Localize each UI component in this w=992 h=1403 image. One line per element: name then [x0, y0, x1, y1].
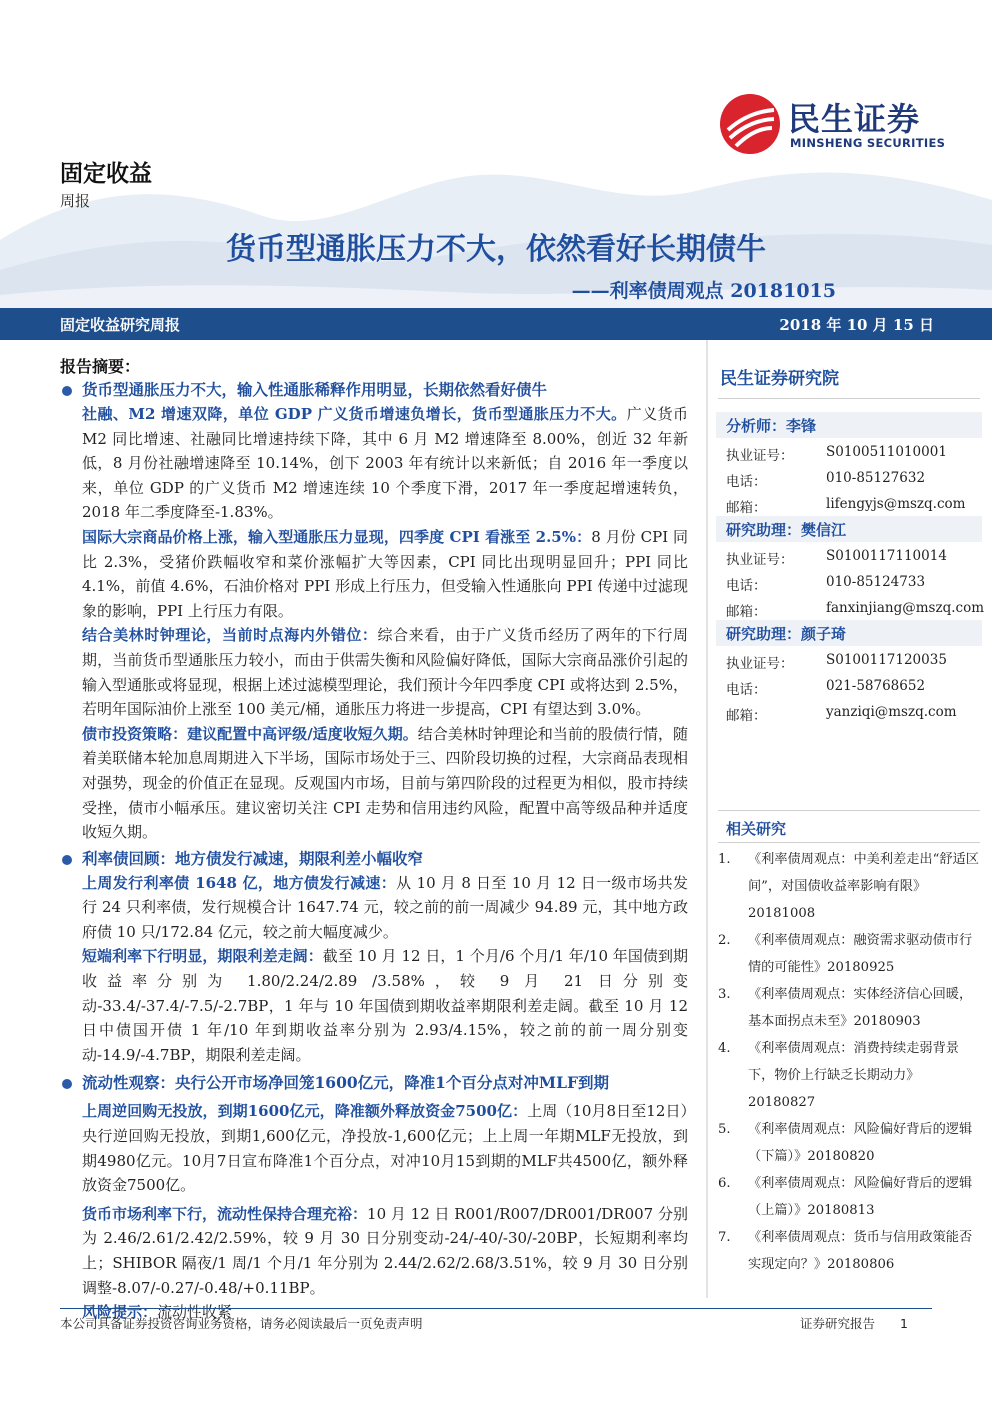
summary-section	[60, 847, 688, 1068]
item-number: 2.	[718, 933, 731, 948]
company-logo	[718, 92, 958, 158]
analyst-role: 分析师：李锋	[726, 417, 817, 435]
item-title: 《利率债周观点：中美利差走出“舒适区间”，对国债收益率影响有限》20181008	[748, 852, 979, 921]
license-label: 执业证号：	[726, 448, 794, 464]
related-research-title: 相关研究	[726, 820, 787, 838]
related-item[interactable]	[718, 927, 980, 981]
paragraph-text: 上周（10月8日至12日）央行逆回购无投放，到期1,600亿元，净投放-1,600亿元；上上周一年期MLF无投放，到期4980亿元。10月7日宣布降准1个百分点，对冲10月15到期的MLF共4500亿，额外释放资金7500亿。	[82, 1102, 689, 1195]
paragraph	[60, 944, 688, 1067]
logo-text-cn: 民生证券	[788, 100, 921, 138]
item-number: 5.	[718, 1122, 731, 1137]
summary-section	[60, 1071, 688, 1324]
item-number: 3.	[718, 987, 731, 1002]
related-research-list	[718, 846, 980, 1278]
paragraph-heading: 社融、M2 增速双降，单位 GDP 广义货币增速负增长，货币型通胀压力不大。	[82, 405, 627, 423]
bullet-dot-icon	[62, 855, 72, 865]
divider	[718, 810, 980, 811]
band-label: 固定收益研究周报	[60, 316, 181, 334]
analyst-role: 研究助理：樊信江	[726, 521, 847, 539]
phone-value: 010-85124733	[826, 574, 926, 590]
divider	[718, 398, 980, 399]
phone-label: 电话：	[726, 682, 767, 698]
bullet-text: 利率债回顾：地方债发行减速，期限利差小幅收窄	[82, 848, 424, 868]
institute-name: 民生证券研究院	[720, 369, 839, 389]
paragraph-heading: 货币市场利率下行，流动性保持合理充裕：	[82, 1204, 368, 1223]
email-label: 邮箱：	[726, 708, 767, 724]
risk-text: 流动性收紧	[157, 1303, 233, 1322]
paragraph	[60, 871, 688, 945]
item-title: 《利率债周观点：货币与信用政策能否实现定向？》20180806	[748, 1230, 973, 1272]
report-title: 货币型通胀压力不大，依然看好长期债牛	[226, 232, 766, 267]
bullet-heading	[60, 847, 688, 871]
paragraph-heading: 上周发行利率债 1648 亿，地方债发行减速：	[82, 873, 397, 892]
logo-text-en: MINSHENG SECURITIES	[790, 136, 946, 150]
paragraph-text: 8 月份 CPI 同比 2.3%，受猪价跌幅收窄和菜价涨幅扩大等因素，CPI 同比出现明显回升；PPI 同比 4.1%，前值 4.6%，石油价格对 PPI 形成上行压力，但受输入性通胀向 PPI 传递中过滤现象的影响，PPI 上行压力有限。	[82, 527, 688, 620]
license-value: S0100511010001	[826, 444, 947, 460]
email-link[interactable]: yanziqi@mszq.com	[826, 704, 957, 720]
report-subtitle: ——利率债周观点 20181015	[571, 280, 836, 302]
paragraph-heading: 短端利率下行明显，期限利差走阔：	[82, 947, 323, 966]
phone-label: 电话：	[726, 578, 767, 594]
related-item[interactable]	[718, 1116, 980, 1170]
paragraph-heading: 债市投资策略：建议配置中高评级/适度收短久期。	[82, 724, 418, 743]
footer-page-label: 证券研究报告 1	[800, 1316, 908, 1331]
item-title: 《利率债周观点：消费持续走弱背景下，物价上行缺乏长期动力》20180827	[748, 1041, 959, 1110]
related-item[interactable]	[718, 1035, 980, 1116]
summary-column	[60, 356, 688, 1324]
bullet-dot-icon	[62, 1079, 72, 1089]
paragraph-text: 结合美林时钟理论和当前的股债行情，随着美联储本轮加息周期进入下半场，国际市场处于三、四阶段切换的过程，大宗商品表现相对强势，现金的价值正在显现。反观国内市场，目前与第四阶段的过程更为相似，股市持续受挫，债市小幅承压。建议密切关注 CPI 走势和信用违约风险，配置中高等级品种并适度收短久期。	[82, 724, 688, 842]
license-label: 执业证号：	[726, 656, 794, 672]
footer-disclaimer: 本公司具备证券投资咨询业务资格，请务必阅读最后一页免责声明	[60, 1316, 423, 1331]
paragraph	[60, 623, 688, 721]
license-label: 执业证号：	[726, 552, 794, 568]
bullet-heading	[60, 378, 688, 402]
divider	[718, 842, 980, 843]
report-date: 2018 年 10 月 15 日	[779, 316, 934, 334]
paragraph-heading: 上周逆回购无投放，到期1600亿元，降准额外释放资金7500亿：	[82, 1102, 528, 1121]
analyst-role: 研究助理：颜子琦	[726, 625, 847, 643]
email-label: 邮箱：	[726, 604, 767, 620]
risk-label: 风险提示：	[82, 1303, 158, 1322]
footer-divider	[60, 1308, 932, 1309]
title-band	[0, 308, 992, 340]
related-item[interactable]	[718, 846, 980, 927]
paragraph-text: 综合来看，由于广义货币经历了两年的下行周期，当前货币型通胀压力较小，而由于供需失衡和风险偏好降低，国际大宗商品涨价引起的输入型通胀或将显现，根据上述过滤模型理论，我们预计今年四季度 CPI 或将达到 2.5%，若明年国际油价上涨至 100 美元/桶，通胀压力将进一步提高，CPI 有望达到 3.0%。	[82, 626, 688, 719]
report-category: 固定收益	[60, 161, 152, 187]
related-item[interactable]	[718, 1170, 980, 1224]
logo-mark-icon	[718, 92, 782, 156]
item-number: 7.	[718, 1230, 731, 1245]
email-label: 邮箱：	[726, 500, 767, 516]
related-item[interactable]	[718, 981, 980, 1035]
email-link[interactable]: lifengyjs@mszq.com	[826, 496, 966, 512]
summary-title: 报告摘要：	[60, 357, 141, 376]
item-number: 4.	[718, 1041, 731, 1056]
bullet-heading	[60, 1071, 688, 1095]
phone-value: 010-85127632	[826, 470, 926, 486]
paragraph	[60, 525, 688, 623]
item-title: 《利率债周观点：风险偏好背后的逻辑（上篇）》20180813	[748, 1176, 973, 1218]
summary-section	[60, 378, 688, 845]
paragraph-text: 截至 10 月 12 日，1 个月/6 个月/1 年/10 年国债到期收益率分别为 1.80/2.24/2.89 /3.58%，较 9 月 21 日分别变动-33.4/-37.4/-7.5/-2.7BP，1 年与 10 年国债到期收益率期限利差走阔。截至 10 月 12 日中债国开债 1 年/10 年到期收益率分别为 2.93/4.15%，较之前的前一周分别变动-14.9/-4.7BP，期限利差走阔。	[82, 947, 688, 1064]
paragraph	[60, 1099, 688, 1197]
phone-value: 021-58768652	[826, 678, 926, 694]
item-title: 《利率债周观点：实体经济信心回暖，基本面拐点未至》20180903	[748, 987, 973, 1029]
item-title: 《利率债周观点：风险偏好背后的逻辑（下篇）》20180820	[748, 1122, 973, 1164]
bullet-text: 货币型通胀压力不大，输入性通胀稀释作用明显，长期依然看好债牛	[82, 380, 548, 399]
paragraph-text: 10 月 12 日 R001/R007/DR001/DR007 分别为 2.46/2.61/2.42/2.59%，较 9 月 30 日分别变动-24/-40/-30/-20BP，长短期利率均上；SHIBOR 隔夜/1 周/1 个月/1 年分别为 2.44/2.62/2.68/3.51%，较 9 月 30 日分别调整-8.07/-0.27/-0.48/+0.11BP。	[82, 1204, 688, 1297]
paragraph-heading: 国际大宗商品价格上涨，输入型通胀压力显现，四季度 CPI 看涨至 2.5%：	[82, 527, 592, 546]
paragraph	[60, 722, 688, 845]
item-title: 《利率债周观点：融资需求驱动债市行情的可能性》20180925	[748, 933, 973, 975]
bullet-text: 流动性观察：央行公开市场净回笼1600亿元，降准1个百分点对冲MLF到期	[82, 1073, 609, 1093]
bullet-dot-icon	[62, 386, 72, 396]
report-type: 周报	[60, 192, 91, 210]
sidebar	[706, 340, 992, 1298]
paragraph	[60, 402, 688, 525]
item-number: 6.	[718, 1176, 731, 1191]
paragraph-text: 广义货币 M2 同比增速、社融同比增速持续下降，其中 6 月 M2 增速降至 8.00%，创近 32 年新低，8 月份社融增速降至 10.14%，创下 2003 年有统计以来新低；自 2016 年一季度以来，单位 GDP 的广义货币 M2 增速连续 10 个季度下滑，2017 年一季度起增速转负，2018 年二季度降至-1.83%。	[82, 405, 688, 522]
paragraph-heading: 结合美林时钟理论，当前时点海内外错位：	[82, 626, 378, 645]
related-item[interactable]	[718, 1224, 980, 1278]
email-link[interactable]: fanxinjiang@mszq.com	[826, 600, 985, 616]
paragraph-text: 从 10 月 8 日至 10 月 12 日一级市场共发行 24 只利率债，发行规模合计 1647.74 元，较之前的前一周减少 94.89 元，其中地方政府债 10 只/172.84 亿元，较之前大幅度减少。	[82, 873, 688, 941]
license-value: S0100117120035	[826, 652, 947, 668]
phone-label: 电话：	[726, 474, 767, 490]
license-value: S0100117110014	[826, 548, 947, 564]
paragraph	[60, 1202, 688, 1300]
item-number: 1.	[718, 852, 731, 867]
